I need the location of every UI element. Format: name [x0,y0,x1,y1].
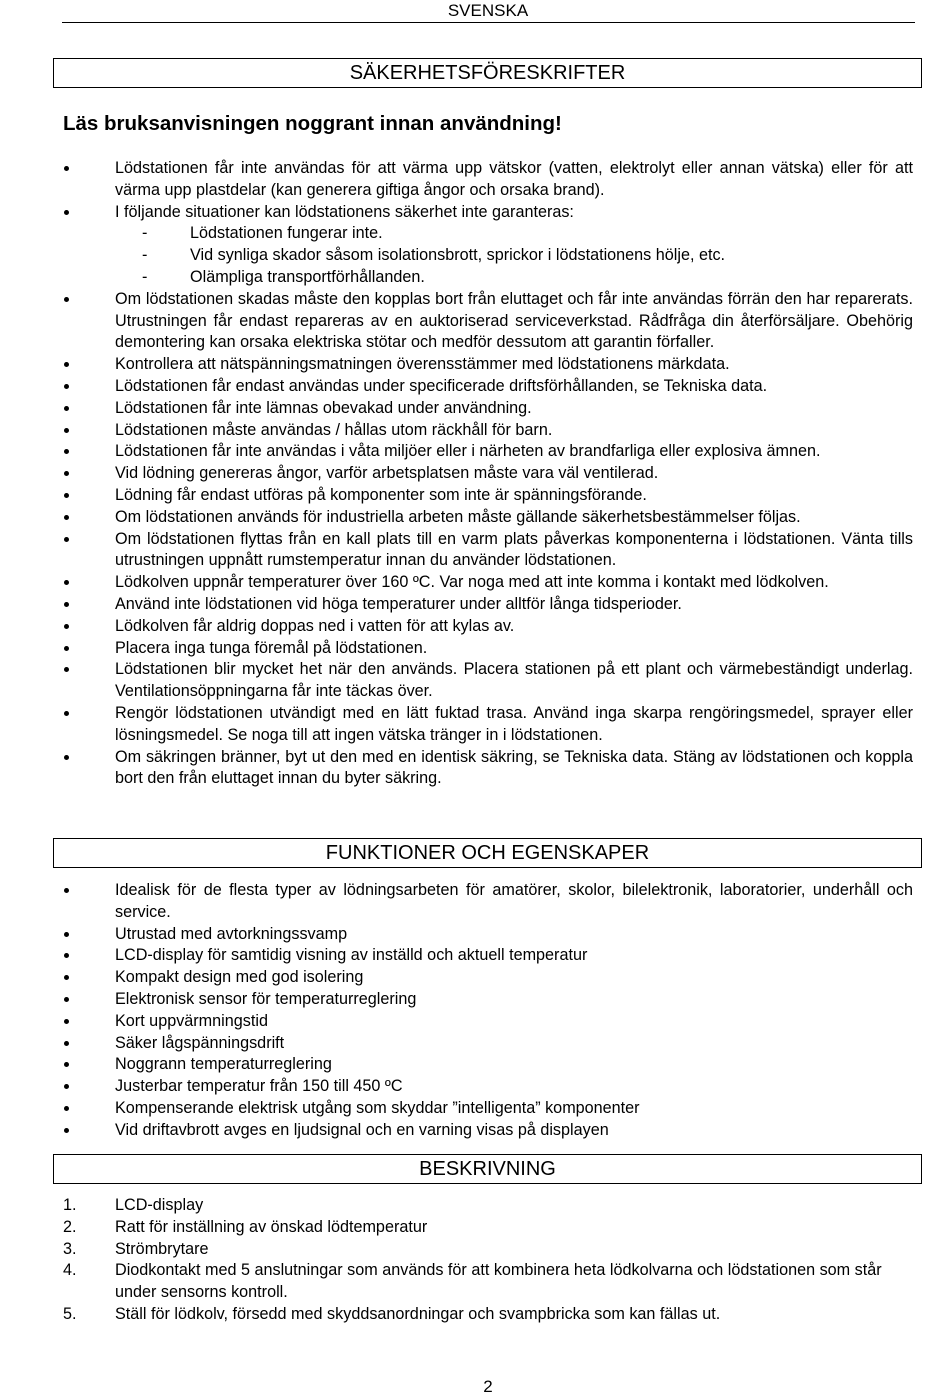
list-item [0,1217,913,1239]
list-item [0,202,913,289]
sub-list-item: - Vid synliga skador såsom isolationsbrott, sprickor i lödstationens hölje, etc. [0,245,913,267]
sub-list-item: - Olämpliga transportförhållanden. [0,267,913,289]
header-language: SVENSKA [447,1,529,20]
list-item: Lödstationen får endast användas under specificerade driftsförhållanden, se Tekniska data. [0,376,913,398]
list-item: Om lödstationen används för industriella arbeten måste gällande säkerhetsbestämmelser följas. [0,507,913,529]
page-number: 2 [483,1377,493,1396]
item-number: 4. [63,1261,77,1280]
item-text: Diodkontakt med 5 anslutningar som används för att kombinera heta lödkolvarna och lödstationen som står under sensorns kontroll. [115,1261,882,1302]
description-list [0,1195,950,1326]
item-text: LCD-display [115,1196,204,1214]
item-number: 2. [63,1217,77,1236]
sub-list-item: - Lödstationen fungerar inte. [0,223,913,245]
list-item: Kontrollera att nätspänningsmatningen överensstämmer med lödstationens märkdata. [0,354,913,376]
safety-lead: Läs bruksanvisningen noggrant innan användning! [63,112,562,135]
list-item: Kort uppvärmningstid [0,1011,913,1033]
list-item [0,1195,913,1217]
list-item: Utrustad med avtorkningssvamp [0,924,913,946]
list-item: Lödstationen måste användas / hållas utom räckhåll för barn. [0,420,913,442]
header-divider [62,22,915,23]
list-item: Lödstationen blir mycket het när den används. Placera stationen på ett plant och värmebeständigt underlag. Ventilationsöppningarna får inte täckas över. [0,659,913,703]
list-item: Rengör lödstationen utvändigt med en lätt fuktad trasa. Använd inga skarpa rengöringsmedel, sprayer eller lösningsmedel. Se noga till att ingen vätska tränger in i lödstationen. [0,703,913,747]
features-section-title: FUNKTIONER OCH EGENSKAPER [53,838,922,868]
list-item: Lödstationen får inte användas i våta miljöer eller i närheten av brandfarliga eller explosiva ämnen. [0,441,913,463]
list-item: Noggrann temperaturreglering [0,1054,913,1076]
list-item: Vid lödning genereras ångor, varför arbetsplatsen måste vara väl ventilerad. [0,463,913,485]
list-item: Om säkringen bränner, byt ut den med en identisk säkring, se Tekniska data. Stäng av lödstationen och koppla bort den från eluttaget innan du byter säkring. [0,747,913,791]
list-item-text: I följande situationer kan lödstationens säkerhet inte garanteras: [115,202,574,221]
item-number: 3. [63,1239,77,1258]
list-item: Kompenserande elektrisk utgång som skyddar ”intelligenta” komponenter [0,1098,913,1120]
list-item: Om lödstationen skadas måste den kopplas bort från eluttaget och får inte användas förrän den har reparerats. Utrustningen får endast repareras av en auktoriserad serviceverkstad. Rådfråga din återförsäljare. Obehörig demontering kan orsaka elektriska stötar och medför dessutom att garantin förfaller. [0,289,913,354]
list-item: Placera inga tunga föremål på lödstationen. [0,638,913,660]
features-list [0,880,950,1142]
list-item: Om lödstationen flyttas från en kall plats till en varm plats påverkas komponenterna i lödstationen. Vänta tills utrustningen uppnått rumstemperatur innan du använder lödstationen. [0,529,913,573]
list-item: Justerbar temperatur från 150 till 450 ºC [0,1076,913,1098]
list-item: Säker lågspänningsdrift [0,1033,913,1055]
item-number: 5. [63,1304,77,1323]
list-item: Lödkolven får aldrig doppas ned i vatten för att kylas av. [0,616,913,638]
list-item: Lödstationen får inte lämnas obevakad under användning. [0,398,913,420]
safety-list [0,158,950,790]
list-item: Kompakt design med god isolering [0,967,913,989]
list-item: LCD-display för samtidig visning av inställd och aktuell temperatur [0,945,913,967]
description-section-title: BESKRIVNING [53,1154,922,1184]
list-item: Lödkolven uppnår temperaturer över 160 ºC. Var noga med att inte komma i kontakt med lödkolven. [0,572,913,594]
item-text: Ratt för inställning av önskad lödtemperatur [115,1217,428,1236]
list-item: Vid driftavbrott avges en ljudsignal och en varning visas på displayen [0,1120,913,1142]
list-item: Lödstationen får inte användas för att värma upp vätskor (vatten, elektrolyt eller annan vätska) eller för att värma upp plastdelar (kan generera giftiga ångor och orsaka brand). [0,158,913,202]
list-item [0,1239,913,1261]
list-item: Lödning får endast utföras på komponenter som inte är spänningsförande. [0,485,913,507]
list-item: Använd inte lödstationen vid höga temperaturer under alltför långa tidsperioder. [0,594,913,616]
item-text: Ställ för lödkolv, försedd med skyddsanordningar och svampbricka som kan fällas ut. [115,1304,721,1323]
list-item: Elektronisk sensor för temperaturreglering [0,989,913,1011]
item-number: 1. [63,1196,77,1214]
safety-section-title: SÄKERHETSFÖRESKRIFTER [53,58,922,88]
list-item [0,1304,913,1326]
list-item [0,1260,913,1304]
item-text: Strömbrytare [115,1239,209,1258]
list-item: Idealisk för de flesta typer av lödningsarbeten för amatörer, skolor, bilelektronik, laboratorier, underhåll och service. [0,880,913,924]
